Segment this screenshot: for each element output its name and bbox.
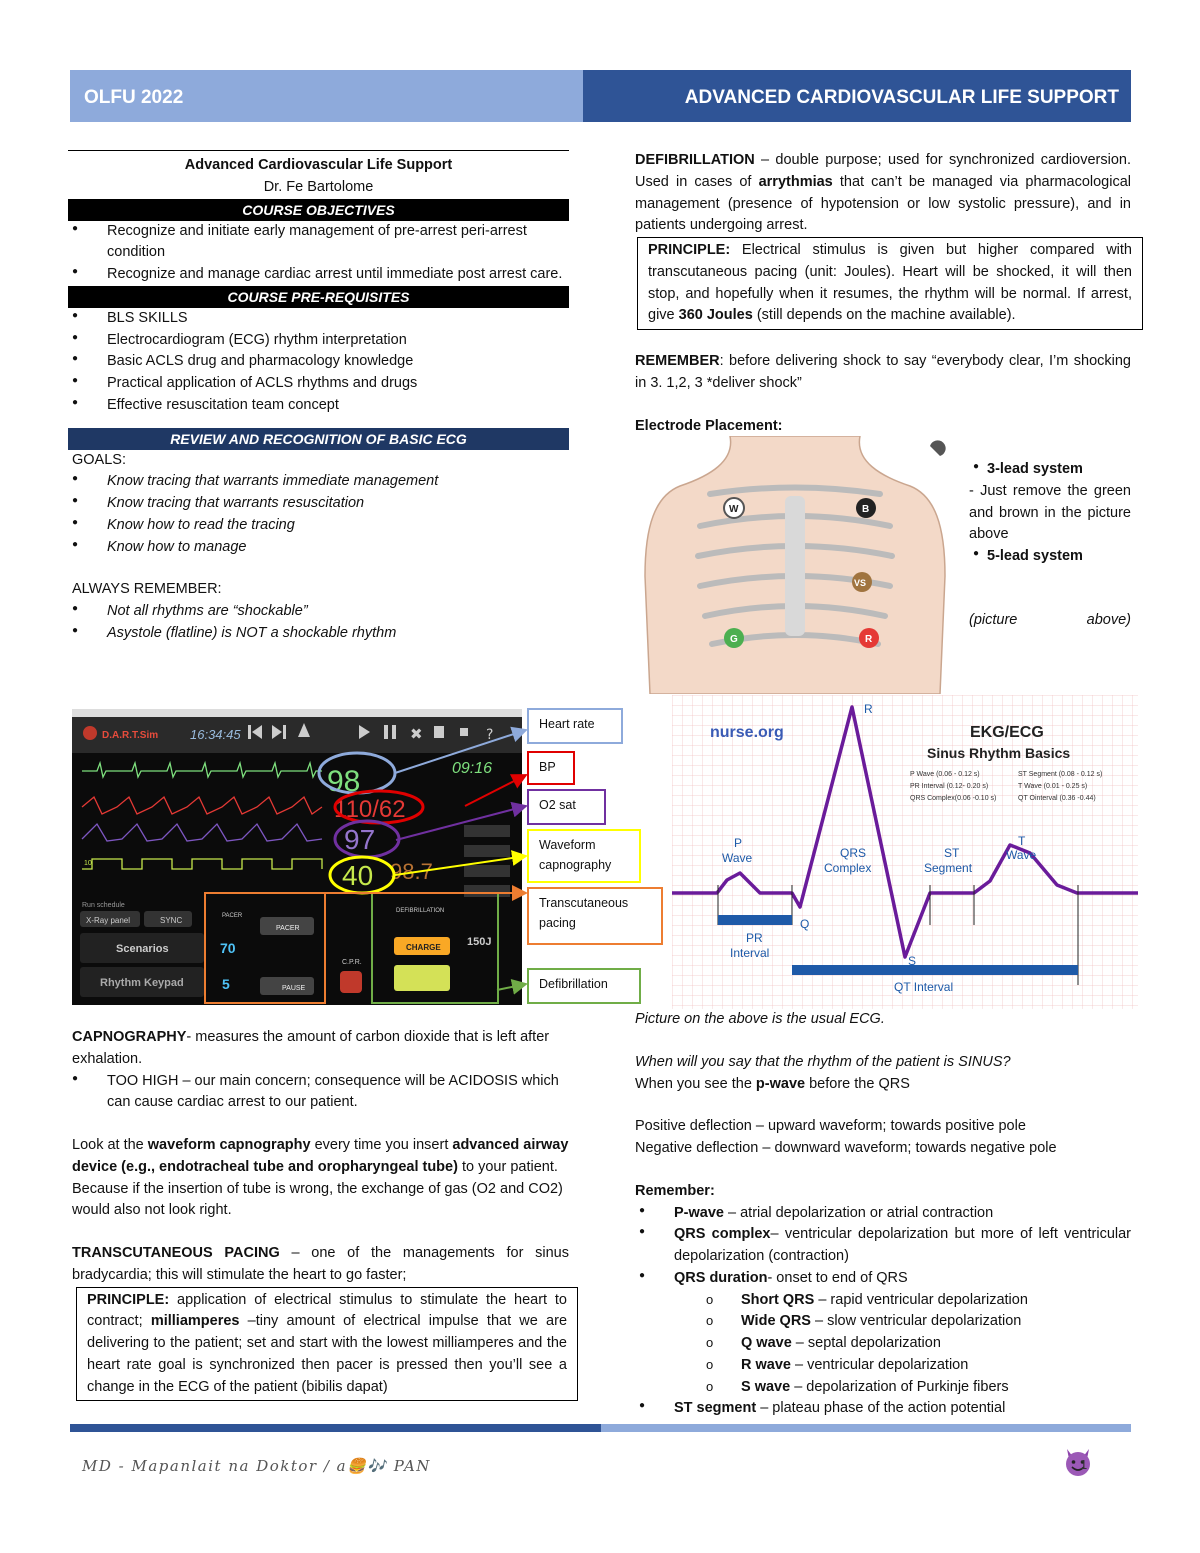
ecg-legend-l0: P Wave (0.06 - 0.12 s) [910,771,980,778]
list-item: ● BLS SKILLS [68,308,569,330]
ecg-t-label: T [1018,834,1026,848]
left-lower [72,1027,569,1401]
ecg-r: R [864,702,873,716]
monitor-cpr: C.P.R. [342,959,362,966]
ecg-caption: Picture on the above is the usual ECG. [635,1011,885,1027]
list-item: ● Know tracing that warrants resuscitation [68,493,569,515]
picture-above: (picture above) [969,611,1131,628]
callout-o2sat: O2 sat [527,789,606,825]
list-item: ● Know how to manage [68,537,569,559]
ecg-p-label: P [734,836,743,850]
list-item [635,1333,1131,1355]
ecg-s: S [908,954,917,968]
list-item: ● Basic ACLS drug and pharmacology knowledge [68,351,569,373]
remember-heading: Remember: [635,1182,715,1199]
monitor-clock: 16:34:45 [190,727,241,742]
svg-text:✖: ✖ [410,725,423,743]
ecg-title2: Sinus Rhythm Basics [927,745,1071,761]
list-item: ● Electrocardiogram (ECG) rhythm interpretation [68,330,569,352]
electrode-torso-illustration [640,436,960,694]
ecg-p-wave: Wave [722,851,753,865]
header-right: ADVANCED CARDIOVASCULAR LIFE SUPPORT [583,70,1131,122]
item-bold: Short QRS [741,1291,815,1308]
list-item [635,1355,1131,1377]
defib-term: DEFIBRILLATION [635,152,755,168]
monitor-pause-btn: PAUSE [282,985,306,992]
item-bold: QRS complex [674,1226,771,1243]
item-text: – ventricular depolarization [790,1356,969,1373]
remember-list [635,1203,1131,1290]
item-bold: QRS duration [674,1269,768,1286]
principle-label: PRINCIPLE: [87,1291,170,1308]
tcp-text: – one of the managements for sinus bradycardia; this will stimulate the heart to go faster; [72,1245,569,1283]
electrode-g: G [730,634,738,645]
objectives-banner: COURSE OBJECTIVES [68,199,569,221]
look-text-3: to your patient. Because if the insertion of tube is wrong, the exchange of gas (O2 and CO2) would also not look right. [72,1158,563,1219]
page-number: 1 [1080,1457,1088,1472]
electrode-label: Electrode Placement: [635,417,783,434]
tcp-term: TRANSCUTANEOUS PACING [72,1245,280,1261]
look-bold-2: advanced airway device (e.g., endotracheal tube and oropharyngeal tube) [72,1137,569,1175]
st-list [635,1398,1131,1420]
ecg-pr: PR [746,931,763,945]
header-left: OLFU 2022 [70,70,583,122]
sinus-question: When will you say that the rhythm of the patient is SINUS? [635,1053,1011,1070]
callout-bp: BP [527,751,575,785]
item-bold: P-wave [674,1204,724,1221]
list-item: ● 3-lead system [969,459,1131,481]
review-banner: REVIEW AND RECOGNITION OF BASIC ECG [68,428,569,450]
ecg-diagram [672,695,1138,1009]
item-bold: Q wave [741,1335,792,1351]
monitor-temp: 98.7 [390,859,433,884]
ecg-brand: nurse.org [710,724,784,741]
ecg-legend-l1: PR Interval (0.12- 0.20 s) [910,783,989,790]
item-text: – atrial depolarization or atrial contraction [723,1204,994,1221]
sinus-answer-1: When you see the [635,1075,756,1092]
tcp-principle-box [76,1287,578,1402]
ecg-legend-r0: ST Segment (0.08 - 0.12 s) [1018,771,1103,778]
look-bold-1: waveform capnography [147,1137,311,1153]
ecg-qt: QT Interval [894,980,954,994]
remember-label: REMEMBER [635,353,720,369]
principle-text-2: (still depends on the machine available). [752,307,1016,324]
monitor-pacer-btn: PACER [276,925,300,932]
item-text: - onset to end of QRS [767,1269,908,1286]
ecg-legend-l2: QRS Complex(0.06 -0.10 s) [910,795,997,802]
list-item: ● Recognize and manage cardiac arrest until immediate post arrest care. [68,264,569,286]
ecg-t-wave: Wave [1006,848,1037,862]
negative-deflection: Negative deflection – downward waveform; towards negative pole [635,1140,1057,1156]
look-text-2: every time you insert [310,1137,453,1153]
ecg-q: Q [800,917,810,931]
devil-emoji-icon [1063,1447,1093,1477]
remember-text: : before delivering shock to say “everybody clear, I’m shocking in 3. 1,2, 3 *deliver shock” [635,353,1131,391]
electrode-w: W [729,504,739,515]
list-item [635,1377,1131,1399]
list-item: ● Practical application of ACLS rhythms and drugs [68,373,569,395]
callout-defib: Defibrillation [527,968,641,1004]
ecg-complex: Complex [824,861,872,875]
monitor-spo2: 97 [344,824,376,855]
doc-title: Advanced Cardiovascular Life Support [184,157,453,173]
always-label: ALWAYS REMEMBER: [72,581,222,598]
list-item: ● Asystole (flatline) is NOT a shockable rhythm [68,623,569,645]
lead-notes [969,459,1131,632]
defib-principle-box [637,237,1143,330]
item-text: – rapid ventricular depolarization [814,1291,1028,1308]
monitor-xray: X-Ray panel [86,916,131,925]
item-bold: ST segment [674,1400,757,1417]
principle-text-1: application of electrical stimulus to stimulate the heart to contract; [87,1291,567,1330]
callout-heart-rate: Heart rate [527,708,623,744]
lead-list-2 [969,546,1131,568]
monitor-pacer-label: PACER [222,913,243,919]
list-item [635,1268,1131,1290]
look-text-1: Look at the [72,1137,148,1153]
list-item [635,1311,1131,1333]
list-item: ● Effective resuscitation team concept [68,395,569,417]
list-item: ● 5-lead system [969,546,1131,568]
monitor-time: 09:16 [452,760,493,777]
principle-bold: 360 Joules [678,307,753,324]
item-text: – septal depolarization [791,1335,941,1351]
principle-bold: milliamperes [150,1313,240,1330]
monitor-joules: 150J [467,936,492,948]
callout-waveform: Waveform capnography [527,829,641,883]
monitor-pacer-ma: 5 [222,976,230,992]
list-item: ● TOO HIGH – our main concern; consequence will be ACIDOSIS which can cause cardiac arrest to our patient. [68,1071,569,1115]
item-text: – slow ventricular depolarization [810,1313,1022,1330]
positive-deflection: Positive deflection – upward waveform; towards positive pole [635,1118,1026,1135]
principle-label: PRINCIPLE: [648,242,731,258]
monitor-hr: 98 [327,765,361,798]
footer-bar-left [70,1424,601,1432]
ecg-qrs-label: QRS [840,846,867,860]
list-item [635,1290,1131,1312]
right-column [635,150,1131,437]
callout-transcutaneous: Transcutaneous pacing [527,887,663,945]
list-item [635,1203,1131,1225]
item-bold: Wide QRS [741,1313,811,1330]
monitor-keypad: Rhythm Keypad [100,977,184,989]
ecg-title1: EKG/ECG [970,724,1044,741]
monitor-scenarios: Scenarios [116,943,169,955]
monitor-run-schedule: Run schedule [82,902,125,909]
lead-list [969,459,1131,481]
principle-text-2: –tiny amount of electrical impulse that we are delivering to the patient; set and start with the lowest milliamperes and the heart rate goal is synchronized then pacer is pressed then you’ll see a change in the ECG of the patient (bibilis dapat) [87,1313,568,1395]
principle-text-1: Electrical stimulus is given but higher compared with transcutaneous pacing (unit: Joules). Heart will be shocked, it will then stop, and hopefully when it resumes, the rhythm will be normal. If arrest, give [648,242,1132,324]
monitor-etco2: 40 [342,860,374,891]
list-item: ● Recognize and initiate early management of pre-arrest peri-arrest condition [68,221,569,265]
defib-text-2: that can’t be managed via pharmacological management (presence of hypotension or low systolic pressure), and in patients undergoing arrest. [635,173,1131,234]
electrode-b: B [862,504,870,515]
item-text: – depolarization of Purkinje fibers [790,1378,1009,1395]
list-item: ● Not all rhythms are “shockable” [68,601,569,623]
list-item [635,1398,1131,1420]
item-text: – ventricular depolarization but more of left ventricular depolarization (contraction) [674,1226,1131,1264]
sinus-answer-2: before the QRS [805,1075,910,1092]
prereq-banner: COURSE PRE-REQUISITES [68,286,569,308]
monitor-sync: SYNC [160,916,183,925]
monitor-pacer-rate: 70 [220,940,236,956]
ecg-legend-r2: QT Ointerval (0.36 -0.44) [1018,795,1096,802]
goals-label: GOALS: [72,451,126,468]
sinus-bold: p-wave [755,1075,806,1092]
monitor-defib-label: DEFIBRILLATION [396,908,445,914]
item-text: – plateau phase of the action potential [756,1400,1006,1417]
svg-text:?: ? [486,727,494,743]
ecg-interval: Interval [730,946,770,960]
footer-bar-right [601,1424,1131,1432]
monitor-brand: D.A.R.T.Sim [102,730,159,741]
item-bold: R wave [741,1356,791,1373]
svg-text:10: 10 [84,860,92,867]
defib-text-1: – double purpose; used for synchronized cardioversion. Used in cases of [635,152,1131,190]
monitor-bp: 110/62 [334,796,406,823]
doc-author: Dr. Fe Bartolome [263,178,374,195]
list-item [635,1224,1131,1268]
list-item: ● Know tracing that warrants immediate management [68,471,569,493]
ecg-st-label: ST [944,846,960,860]
capno-term: CAPNOGRAPHY [72,1029,187,1045]
electrode-r: R [865,634,873,645]
monitor-charge-btn: CHARGE [406,943,441,952]
ecg-legend-r1: T Wave (0.01 - 0.25 s) [1018,783,1088,790]
capno-text: - measures the amount of carbon dioxide that is left after exhalation. [72,1029,550,1067]
footer-text: MD - Mapanlait na Doktor / a🍔🎶 PAN [82,1457,431,1475]
list-item: ● Know how to read the tracing [68,515,569,537]
ecg-segment: Segment [924,861,973,875]
right-lower [635,1009,1131,1420]
item-bold: S wave [741,1378,791,1395]
defib-bold: arrythmias [758,173,833,190]
qrs-sub-list [635,1290,1131,1399]
capno-list [68,1071,569,1115]
lead3-desc: - Just remove the green and brown in the picture above [969,482,1131,543]
electrode-vs: VS [854,578,867,588]
